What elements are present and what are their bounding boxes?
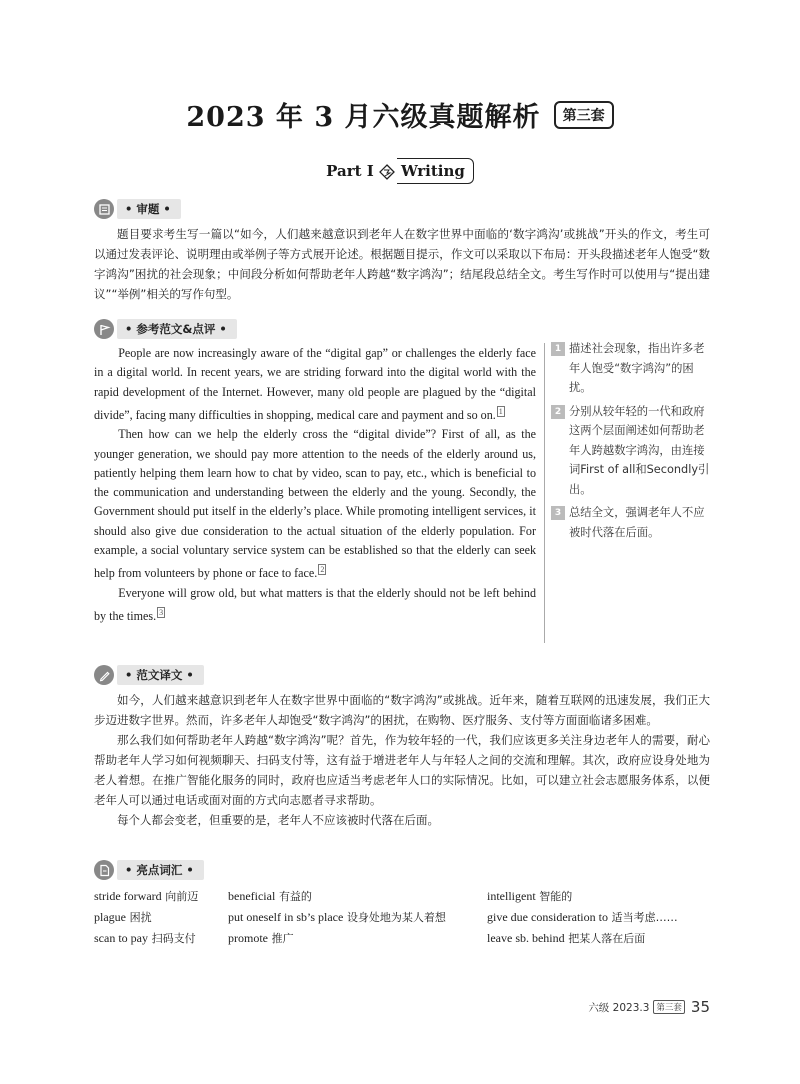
vocab-en: scan to pay: [94, 931, 148, 945]
footer-exam: 六级 2023.3: [588, 1001, 650, 1014]
pen-icon: [94, 665, 114, 685]
page-title: [0, 95, 800, 134]
vocab-en: give due consideration to: [487, 910, 608, 924]
vocab-zh: 有益的: [278, 890, 312, 903]
vocab-zh: 向前迈: [165, 890, 199, 903]
vocab-en: beneficial: [228, 889, 276, 903]
margin-note: [551, 503, 711, 542]
essay-paragraph-1: [94, 344, 536, 425]
vocab-en: intelligent: [487, 889, 536, 903]
vocab-en: promote: [228, 931, 268, 945]
vocab-label: • 亮点词汇 •: [117, 860, 204, 880]
vocab-zh: 智能的: [539, 890, 573, 903]
vocab-row: [94, 886, 714, 907]
vocab-item: [94, 886, 228, 907]
column-divider: [544, 343, 545, 643]
vocab-zh: 设身处地为某人着想: [346, 911, 446, 924]
analysis-label: • 审题 •: [117, 199, 181, 219]
part-heading: [0, 158, 800, 184]
note-text: 分别从较年轻的一代和政府这两个层面阐述如何帮助老年人跨越数字鸿沟，由连接词First of all和Secondly引出。: [569, 404, 710, 496]
note-marker-1: 1: [498, 406, 503, 416]
vocab-item: [228, 907, 487, 928]
diamond-ornament-icon: [379, 164, 395, 180]
sample-header: [94, 318, 237, 340]
flag-icon: [94, 319, 114, 339]
vocab-item: [487, 886, 714, 907]
essay-paragraph-3-text: Everyone will grow old, but what matters is that the elderly should not be left behind by the times.: [94, 585, 536, 623]
note-marker-2: 2: [320, 565, 325, 575]
analysis-paragraph: 题目要求考生写一篇以“如今，人们越来越意识到老年人在数字世界中面临的‘数字鸿沟’或挑战”开头的作文，考生可以通过发表评论、说明理由或举例子等方式展开论述。根据题目提示，作文可以采取以下布局：开头段描述老年人饱受“数字鸿沟”困扰的社会现象；中间段分析如何帮助老年人跨越“数字鸿沟”；结尾段总结全文。考生写作时可以使用与“提出建议”“举例”相关的写作句型。: [94, 227, 710, 301]
translation-header: [94, 664, 204, 686]
vocab-zh: 推广: [271, 932, 294, 945]
vocab-item: [228, 886, 487, 907]
analysis-header: [94, 198, 181, 220]
sample-essay: [94, 344, 536, 626]
margin-note: [551, 402, 711, 500]
list-icon: [94, 199, 114, 219]
vocab-en: put oneself in sb’s place: [228, 910, 344, 924]
analysis-text: [94, 224, 710, 304]
vocab-zh: 扫码支付: [151, 932, 196, 945]
translation-paragraph-3: 每个人都会变老，但重要的是，老年人不应该被时代落在后面。: [117, 813, 439, 827]
vocab-zh: 困扰: [129, 911, 152, 924]
title-text: 2023 年 3 月六级真题解析: [186, 102, 541, 133]
vocab-row: [94, 907, 714, 928]
translation-text: [94, 690, 710, 830]
note-text: 总结全文，强调老年人不应被时代落在后面。: [569, 506, 705, 539]
translation-paragraph-2: 那么我们如何帮助老年人跨越“数字鸿沟”呢？首先，作为较年轻的一代，我们应该更多关注身边老年人的需要，耐心帮助老年人学习如何视频聊天、扫码支付等，这有益于增进老年人与年轻人之间的交流和理解。其次，政府应设身处地为老人着想。在推广智能化服务的同时，政府也应适当考虑老年人口的实际情况。比如，可以建立社会志愿服务体系，以便老年人可以通过电话或面对面的方式向志愿者寻求帮助。: [94, 733, 710, 807]
vocab-en: stride forward: [94, 889, 162, 903]
vocab-item: [487, 928, 714, 949]
document-icon: [94, 860, 114, 880]
page-number: 35: [690, 998, 710, 1016]
vocab-zh: 把某人落在后面: [568, 932, 646, 945]
margin-note: [551, 339, 711, 398]
essay-paragraph-3: [94, 584, 536, 627]
essay-paragraph-2: [94, 425, 536, 583]
translation-paragraph-1: 如今，人们越来越意识到老年人在数字世界中面临的“数字鸿沟”或挑战。近年来，随着互联网的迅速发展，我们正大步迈进数字世界。然而，许多老年人却饱受“数字鸿沟”的困扰，在购物、医疗服务、支付等方面面临诸多困难。: [94, 693, 710, 727]
vocab-item: [94, 907, 228, 928]
page-footer: [588, 998, 710, 1016]
note-text: 描述社会现象，指出许多老年人饱受“数字鸿沟”的困扰。: [569, 342, 705, 394]
essay-paragraph-1-text: People are now increasingly aware of the “digital gap” or challenges the elderly face in a digital world. In recent years, we are striding forward into the digital world with the rapid development of the Internet. However, many old people are plagued by the “digital divide”, facing many difficulties in shopping, medical care and payment and so on.: [94, 346, 536, 422]
footer-tag: 第三套: [653, 1000, 685, 1014]
vocab-en: leave sb. behind: [487, 931, 565, 945]
vocab-en: plague: [94, 910, 126, 924]
vocab-row: [94, 928, 714, 949]
note-marker-3: 3: [159, 607, 164, 617]
vocab-item: [487, 907, 714, 928]
set-tag: 第三套: [554, 101, 614, 129]
vocab-zh: 适当考虑……: [611, 911, 678, 924]
margin-notes: [551, 339, 711, 546]
note-number: 1: [551, 342, 565, 356]
sample-label: • 参考范文&点评 •: [117, 319, 237, 339]
note-number: 2: [551, 405, 565, 419]
vocab-header: [94, 859, 204, 881]
part-label: Part I: [326, 162, 374, 180]
vocab-item: [228, 928, 487, 949]
translation-label: • 范文译文 •: [117, 665, 204, 685]
essay-paragraph-2-text: Then how can we help the elderly cross the “digital divide”? First of all, as the younger generation, we should pay more attention to the needs of the elderly around us, patiently helping them learn how to chat by video, scan to pay, etc., which is beneficial to the communication and understanding between the elderly and the young. Secondly, the Government should put itself in the elderly’s place. While promoting intelligent services, it should also give due consideration to the actual situation of the elderly population. For example, a social voluntary service system can be established so that the elderly can seek help from volunteers by phone or face to face.: [94, 427, 536, 581]
vocab-item: [94, 928, 228, 949]
note-number: 3: [551, 506, 565, 520]
vocab-table: [94, 886, 714, 949]
part-name: Writing: [397, 158, 474, 184]
